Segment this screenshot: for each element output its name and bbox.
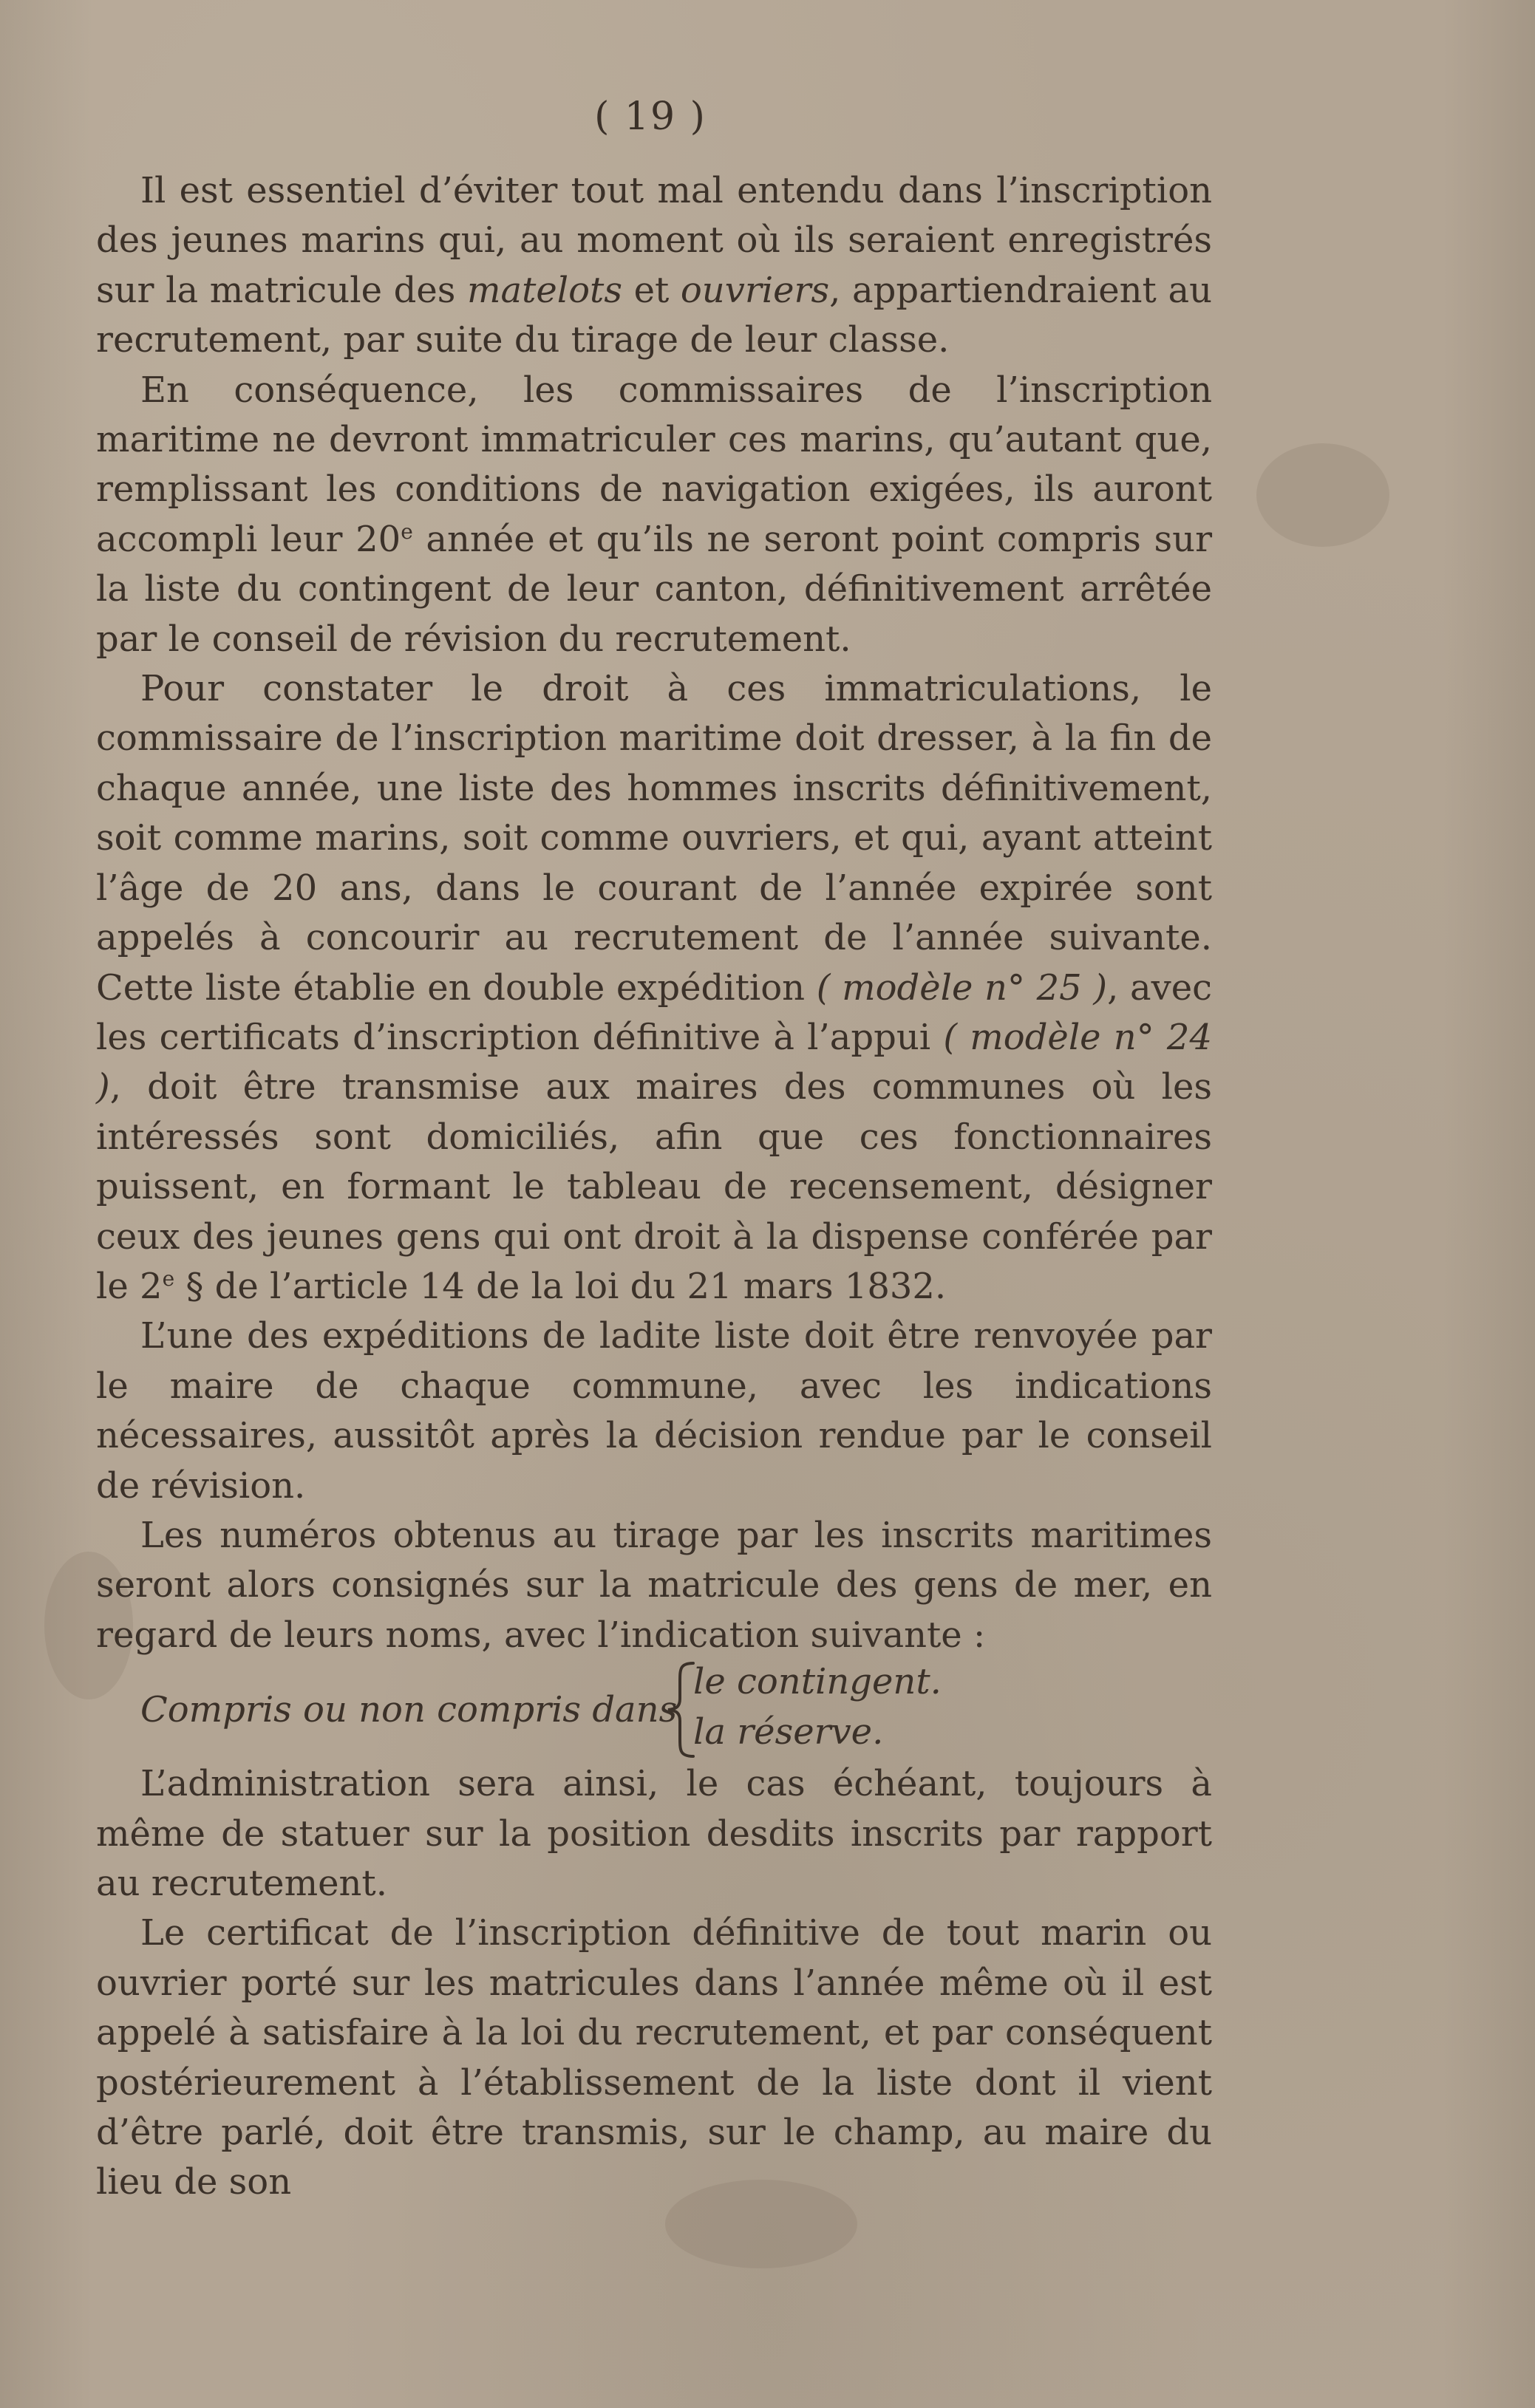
- italic-text: matelots: [466, 269, 622, 311]
- text-segment: , appartiendraient au recrutement, par suite du tirage de leur classe.: [96, 269, 1212, 361]
- paragraph: [96, 366, 1212, 664]
- paragraphs-before-formula: [96, 166, 1212, 1660]
- formula-option-contingent: le contingent.: [693, 1661, 942, 1703]
- text-segment: Le certificat de l’inscription définitive de tout marin ou ouvrier porté sur les matricules dans l’année même où il est appelé à satisfaire à la loi du recrutement, et par conséquent postérieurement à l’établissement de la liste dont il vient d’être parlé, doit être transmis, sur le champ, au maire du lieu de son: [96, 1912, 1212, 2203]
- paragraph: [96, 166, 1212, 366]
- italic-text: ( modèle n° 25 ): [816, 966, 1108, 1009]
- formula-lead: Compris ou non compris dans: [140, 1689, 678, 1731]
- text-segment: Pour constater le droit à ces immatriculations, le commissaire de l’inscription maritime doit dresser, à la fin de chaque année, une liste des hommes inscrits définitivement, soit comme marins, soit comme ouvriers, et qui, ayant atteint l’âge de 20 ans, dans le courant de l’année expirée sont appelés à concourir au recrutement de l’année suivante. Cette liste établie en double expédition: [96, 668, 1212, 1009]
- text-segment: En conséquence, les commissaires de l’inscription maritime ne devront immatriculer ces marins, qu’autant que, remplissant les conditions de navigation exigées, ils auront accompli leur 20: [96, 369, 1212, 560]
- page-number: ( 19 ): [594, 95, 707, 139]
- text-segment: § de l’article 14 de la loi du 21 mars 1832.: [174, 1265, 947, 1307]
- paragraph: [96, 664, 1212, 1312]
- text-segment: , doit être transmise aux maires des communes où les intéressés sont domiciliés, afin que ces fonctionnaires puissent, en formant le tableau de recensement, désigner ceux des jeunes gens qui ont droit à la dispense conférée par le 2: [96, 1066, 1212, 1307]
- paragraph: [96, 1909, 1212, 2207]
- text-segment: L’une des expéditions de ladite liste doit être renvoyée par le maire de chaque commune, avec les indications nécessaires, aussitôt après la décision rendue par le conseil de révision.: [96, 1315, 1212, 1507]
- italic-text: ouvriers: [680, 269, 830, 311]
- text-segment: L’administration sera ainsi, le cas échéant, toujours à même de statuer sur la position desdits inscrits par rapport au recrutement.: [96, 1763, 1212, 1904]
- paragraph: [96, 1312, 1212, 1511]
- text-segment: Il est essentiel d’éviter tout mal entendu dans l’inscription des jeunes marins qui, au moment où ils seraient enregistrés sur la matricule des: [96, 170, 1212, 311]
- paper-stain: [1256, 443, 1389, 547]
- superscript-text: e: [401, 519, 413, 544]
- paragraph: [96, 1511, 1212, 1660]
- text-segment: année et qu’ils ne seront point compris sur la liste du contingent de leur canton, définitivement arrêtée par le conseil de révision du recrutement.: [96, 518, 1213, 660]
- text-segment: et: [622, 269, 681, 311]
- paragraph: [96, 1759, 1212, 1909]
- text-segment: Les numéros obtenus au tirage par les inscrits maritimes seront alors consignés sur la matricule des gens de mer, en regard de leurs noms, avec l’indication suivante :: [96, 1514, 1212, 1656]
- formula-block: [96, 1660, 1212, 1759]
- superscript-text: e: [162, 1266, 175, 1291]
- body-text: [96, 166, 1212, 2208]
- italic-text: ( modèle n° 24 ): [96, 1016, 1212, 1108]
- paragraphs-after-formula: [96, 1759, 1212, 2208]
- formula-option-reserve: la réserve.: [693, 1711, 884, 1753]
- text-segment: , avec les certificats d’inscription définitive à l’appui: [96, 966, 1213, 1058]
